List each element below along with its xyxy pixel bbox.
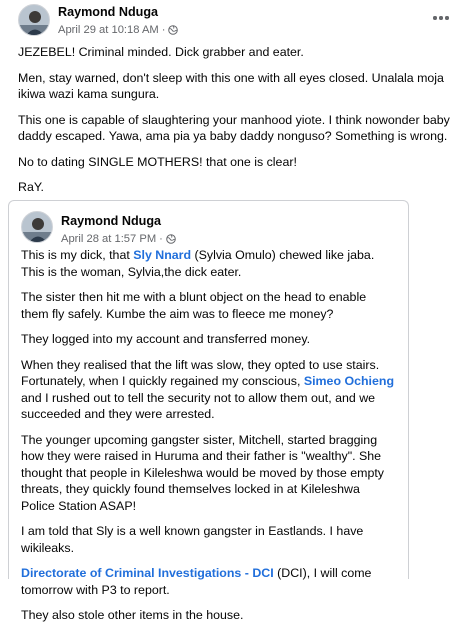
- globe-icon: [168, 25, 178, 35]
- post-paragraph: The sister then hit me with a blunt object on the head to enable them fly safely. Kumbe the aim was to fleece me money?: [21, 290, 367, 321]
- text: When they realised that the lift was slow, they opted to use stairs. Fortunately, when I quickly regained my conscious,: [21, 357, 380, 388]
- post-paragraph: The younger upcoming gangster sister, Mitchell, started bragging how they were raised in Huruma and their father is "wealthy". She thought that people in Kileleshwa would be moved by those empty threats, they quickly found themselves locked in at Kileleshwa Police Station ASAP!: [21, 432, 385, 513]
- post-paragraph: [21, 565, 396, 598]
- author-name[interactable]: Raymond Nduga: [61, 214, 162, 228]
- shared-post[interactable]: [8, 200, 409, 622]
- meta-separator: ·: [161, 24, 166, 36]
- post-paragraph: [21, 357, 396, 423]
- shared-post-body: [21, 245, 396, 624]
- post-paragraph: They logged into my account and transferred money.: [21, 332, 311, 346]
- author-name[interactable]: Raymond Nduga: [58, 5, 159, 19]
- text: This is my dick, that: [21, 248, 134, 262]
- avatar[interactable]: [18, 4, 50, 36]
- globe-icon: [166, 234, 176, 244]
- avatar-image: [19, 5, 50, 36]
- post-header: [18, 0, 452, 40]
- avatar[interactable]: [21, 211, 53, 243]
- post-paragraph: No to dating SINGLE MOTHERS! that one is clear!: [18, 154, 297, 169]
- post-paragraph: I am told that Sly is a well known gangster in Eastlands. I have wikileaks.: [21, 524, 364, 555]
- avatar-image: [22, 212, 53, 243]
- mention-link[interactable]: Simeo Ochieng: [303, 374, 395, 388]
- post-paragraph: JEZEBEL! Criminal minded. Dick grabber and eater.: [18, 45, 304, 59]
- shared-post-header: [21, 207, 396, 245]
- main-post: [0, 0, 466, 196]
- meta-separator: ·: [159, 233, 163, 245]
- text: and I rushed out to tell the security not to allow them out, and we succeeded and they were arrested.: [21, 390, 376, 421]
- mention-link[interactable]: Sly Nnard: [133, 248, 192, 262]
- post-paragraph: RaY.: [18, 180, 44, 194]
- post-body: [18, 40, 452, 196]
- text: (DCI), I will come tomorrow with P3 to report.: [21, 566, 372, 597]
- post-date[interactable]: April 29 at 10:18 AM: [58, 24, 159, 36]
- post-paragraph: This one is capable of slaughtering your manhood yiote. I think nowonder baby daddy escaped. Yawa, ama pia ya baby daddy nonguso? Something is wrong.: [18, 112, 450, 143]
- post-paragraph: They also stole other items in the house.: [21, 608, 244, 622]
- mention-link[interactable]: Directorate of Criminal Investigations - DCI: [21, 566, 274, 580]
- post-paragraph: Men, stay warned, don't sleep with this one with all eyes closed. Unalala moja ikiwa wazi kama sungura.: [18, 70, 444, 101]
- text: (Sylvia Omulo) chewed like jaba. This is the woman, Sylvia,the dick eater.: [21, 248, 375, 279]
- post-meta: [61, 231, 176, 248]
- post-paragraph: [21, 247, 396, 280]
- post-meta: [58, 22, 178, 39]
- post-date[interactable]: April 28 at 1:57 PM: [61, 233, 157, 245]
- more-options-icon[interactable]: [430, 8, 452, 28]
